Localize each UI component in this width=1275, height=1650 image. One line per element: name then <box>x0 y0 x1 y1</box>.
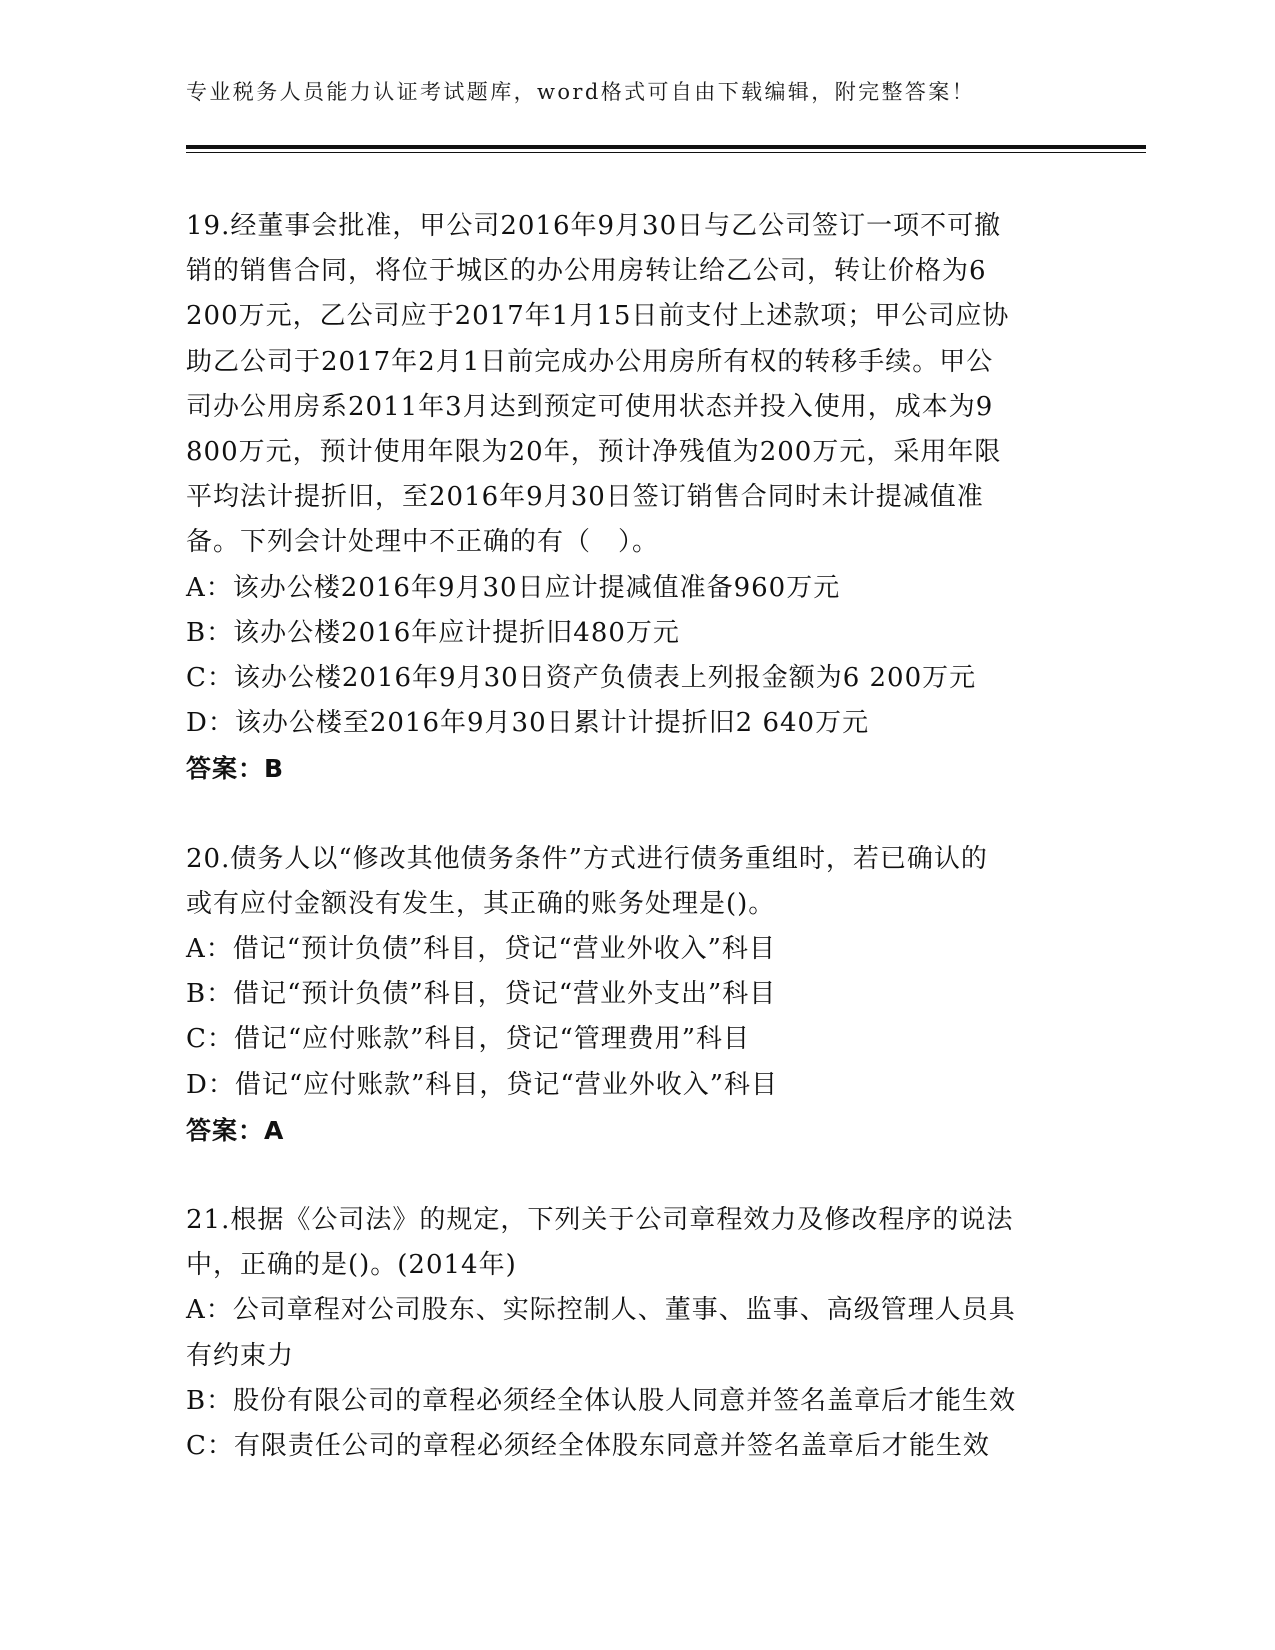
header-rule-thin <box>186 152 1146 153</box>
question-line: 200万元，乙公司应于2017年1月15日前支付上述款项；甲公司应协 <box>186 301 1010 332</box>
spacer <box>186 792 1086 837</box>
option-d: D：该办公楼至2016年9月30日累计计提折旧2 640万元 <box>186 708 870 739</box>
question-20 <box>186 837 1086 1153</box>
question-21 <box>186 1198 1086 1469</box>
question-line: 助乙公司于2017年2月1日前完成办公用房所有权的转移手续。甲公 <box>186 346 994 377</box>
question-line: 19.经董事会批准，甲公司2016年9月30日与乙公司签订一项不可撤 <box>186 211 1002 241</box>
question-line: 司办公用房系2011年3月达到预定可使用状态并投入使用，成本为9 <box>186 391 994 422</box>
option-b: B：借记“预计负债”科目，贷记“营业外支出”科目 <box>186 979 777 1010</box>
question-19 <box>186 204 1086 792</box>
question-line: 备。下列会计处理中不正确的有（ ）。 <box>186 527 660 558</box>
option-c: C：借记“应付账款”科目，贷记“管理费用”科目 <box>186 1024 751 1055</box>
question-line: 20.债务人以“修改其他债务条件”方式进行债务重组时，若已确认的 <box>186 843 988 874</box>
option-b: B：股份有限公司的章程必须经全体认股人同意并签名盖章后才能生效 <box>186 1385 1017 1416</box>
option-a: A：该办公楼2016年9月30日应计提减值准备960万元 <box>186 572 841 603</box>
option-a-continued: 有约束力 <box>186 1340 295 1371</box>
option-a: A：借记“预计负债”科目，贷记“营业外收入”科目 <box>186 934 776 965</box>
option-a: A：公司章程对公司股东、实际控制人、董事、监事、高级管理人员具 <box>186 1295 1016 1326</box>
option-d: D：借记“应付账款”科目，贷记“营业外收入”科目 <box>186 1069 779 1100</box>
answer-label: 答案：B <box>186 754 285 784</box>
question-line: 中，正确的是()。(2014年) <box>186 1250 517 1281</box>
question-line: 800万元，预计使用年限为20年，预计净残值为200万元，采用年限 <box>186 437 1002 468</box>
option-c: C：该办公楼2016年9月30日资产负债表上列报金额为6 200万元 <box>186 663 977 694</box>
question-line: 21.根据《公司法》的规定，下列关于公司章程效力及修改程序的说法 <box>186 1205 1014 1236</box>
answer-label: 答案：A <box>186 1115 285 1145</box>
question-line: 平均法计提折旧，至2016年9月30日签订销售合同时未计提减值准 <box>186 482 984 513</box>
option-b: B：该办公楼2016年应计提折旧480万元 <box>186 617 680 648</box>
question-line: 销的销售合同，将位于城区的办公用房转让给乙公司，转让价格为6 <box>186 256 987 287</box>
question-line: 或有应付金额没有发生，其正确的账务处理是()。 <box>186 888 776 919</box>
spacer <box>186 1153 1086 1198</box>
page-header: 专业税务人员能力认证考试题库，word格式可自由下载编辑，附完整答案！ <box>186 80 976 104</box>
option-c: C：有限责任公司的章程必须经全体股东同意并签名盖章后才能生效 <box>186 1431 990 1462</box>
header-rule-thick <box>186 145 1146 149</box>
document-body <box>186 204 1086 1469</box>
